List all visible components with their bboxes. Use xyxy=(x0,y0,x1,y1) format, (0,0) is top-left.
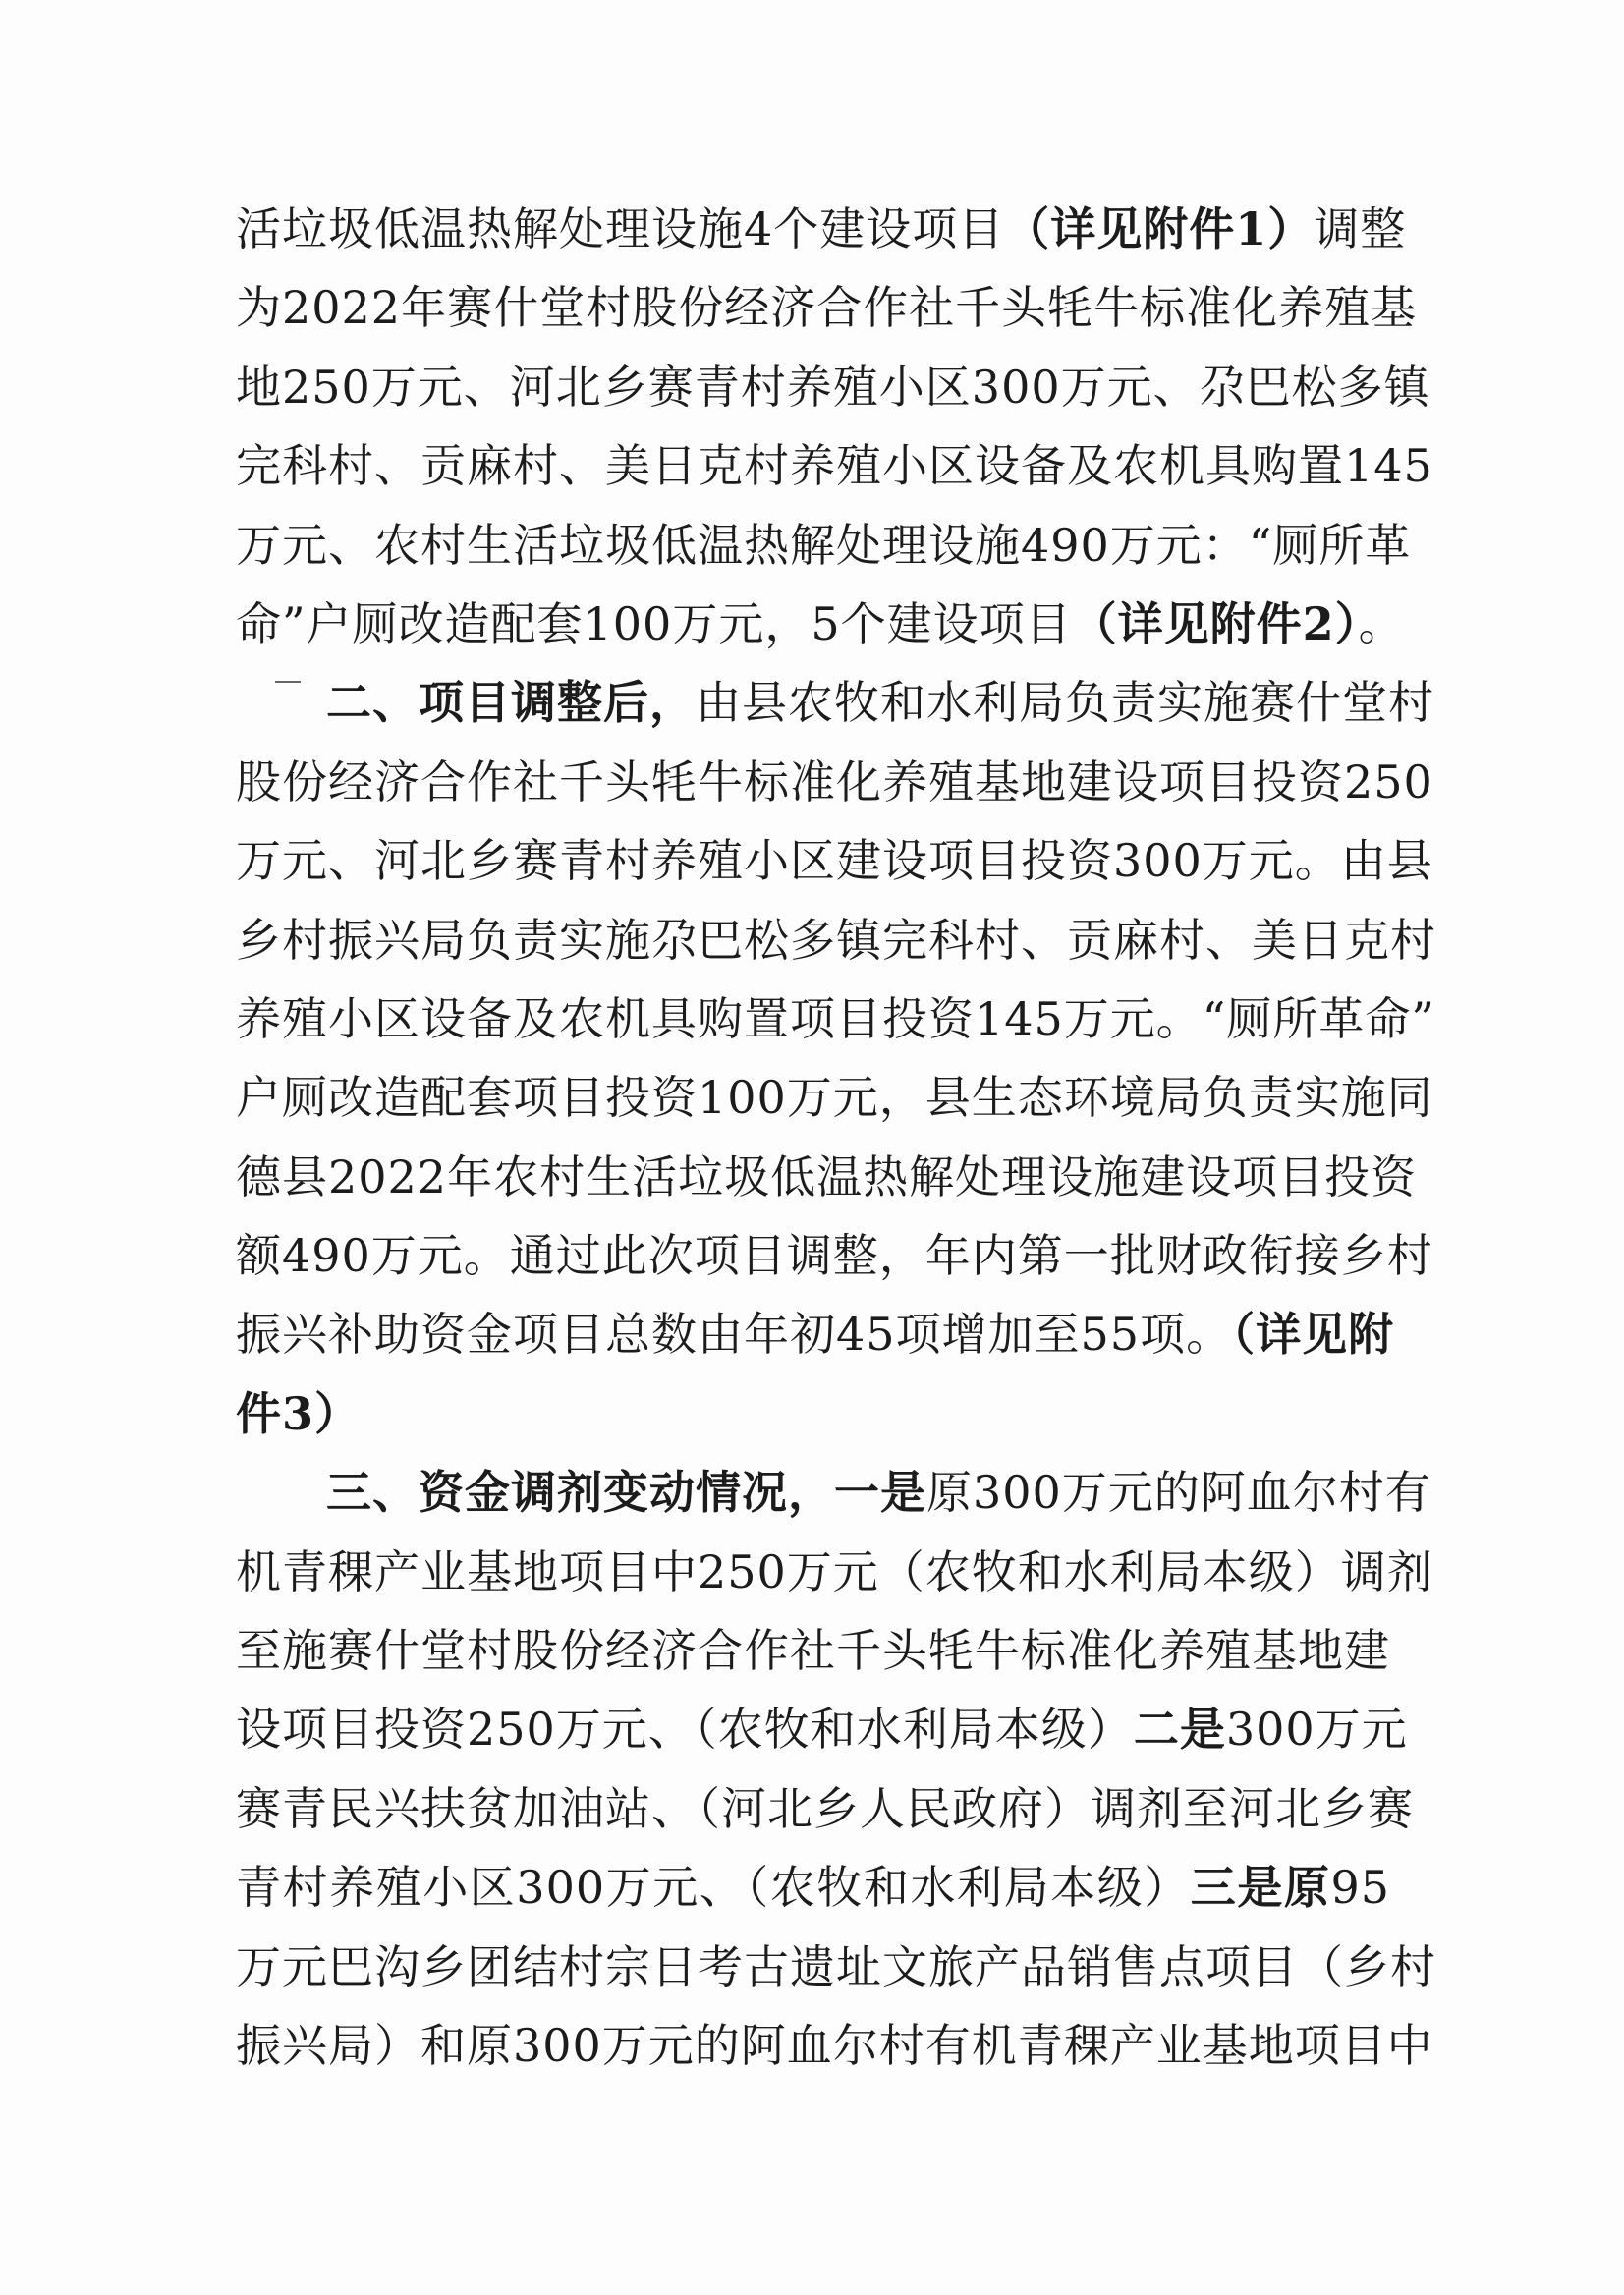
p2-line-8: 额490万元。通过此次项目调整，年内第一批财政衔接乡村 xyxy=(236,1229,1433,1283)
text-run: 。 xyxy=(1358,596,1405,650)
attachment-reference: 件3） xyxy=(236,1386,362,1440)
p1-line-5: 万元、农村生活垃圾低温热解处理设施490万元：“厕所革 xyxy=(236,518,1412,572)
p1-line-1 xyxy=(236,190,1407,268)
text-run: 青村养殖小区300万元、（农牧和水利局本级） xyxy=(236,1861,1191,1915)
attachment-reference: （详见附件2） xyxy=(1071,596,1359,650)
text-run: 活垃圾低温热解处理设施4个建设项目 xyxy=(236,202,1005,255)
p3-line-7: 万元巴沟乡团结村宗日考古遗址文旅产品销售点项目（乡村 xyxy=(236,1939,1436,1993)
p3-line-2: 机青稞产业基地项目中250万元（农牧和水利局本级）调剂 xyxy=(236,1544,1433,1598)
enumeration-marker: 二是 xyxy=(1133,1703,1226,1757)
section-heading: 二、项目调整后， xyxy=(326,676,696,730)
p1-line-4: 完科村、贡麻村、美日克村养殖小区设备及农机具购置145 xyxy=(236,439,1433,493)
text-run: 95 xyxy=(1330,1861,1390,1915)
text-run: 由县农牧和水利局负责实施赛什堂村 xyxy=(696,676,1434,730)
enumeration-marker: 三是原 xyxy=(1190,1861,1331,1915)
p3-line-1 xyxy=(236,1453,1431,1532)
p1-line-6 xyxy=(236,585,1405,663)
text-run: 调整 xyxy=(1314,202,1407,255)
p2-line-1 xyxy=(236,663,1434,742)
p3-line-8: 振兴局）和原300万元的阿血尔村有机青稞产业基地项目中 xyxy=(236,2018,1433,2072)
attachment-reference: （详见附件1） xyxy=(1004,202,1315,255)
document-body xyxy=(236,190,1436,2085)
text-run: 300万元 xyxy=(1225,1703,1408,1757)
p1-line-2: 为2022年赛什堂村股份经济合作社千头牦牛标准化养殖基 xyxy=(236,281,1418,335)
attachment-reference: （详见附 xyxy=(1232,1308,1395,1362)
p2-line-5: 养殖小区设备及农机具购置项目投资145万元。“厕所革命” xyxy=(236,991,1435,1045)
p1-line-3: 地250万元、河北乡赛青村养殖小区300万元、尕巴松多镇 xyxy=(236,360,1430,414)
p2-line-2: 股份经济合作社千头牦牛标准化养殖基地建设项目投资250 xyxy=(236,755,1433,809)
p2-line-10 xyxy=(236,1374,1390,1453)
p3-line-4 xyxy=(236,1690,1408,1768)
p3-line-3: 至施赛什堂村股份经济合作社千头牦牛标准化养殖基地建 xyxy=(236,1624,1390,1678)
p3-line-5: 赛青民兴扶贫加油站、（河北乡人民政府）调剂至河北乡赛 xyxy=(236,1781,1414,1835)
text-run: 命”户厕改造配套100万元，5个建设项目 xyxy=(236,596,1072,650)
p2-line-9 xyxy=(236,1295,1395,1373)
text-run: 设项目投资250万元、（农牧和水利局本级） xyxy=(236,1703,1134,1757)
p2-line-6: 户厕改造配套项目投资100万元，县生态环境局负责实施同 xyxy=(236,1071,1433,1125)
p2-line-4: 乡村振兴局负责实施尕巴松多镇完科村、贡麻村、美日克村 xyxy=(236,913,1436,967)
text-run: 原300万元的阿血尔村有 xyxy=(926,1466,1431,1520)
p2-line-7: 德县2022年农村生活垃圾低温热解处理设施建设项目投资 xyxy=(236,1149,1418,1203)
section-heading: 三、资金调剂变动情况，一是 xyxy=(326,1466,926,1520)
text-run: 振兴补助资金项目总数由年初45项增加至55项。 xyxy=(236,1308,1233,1362)
p3-line-6 xyxy=(236,1848,1390,1927)
p2-line-3: 万元、河北乡赛青村养殖小区建设项目投资300万元。由县 xyxy=(236,834,1433,888)
